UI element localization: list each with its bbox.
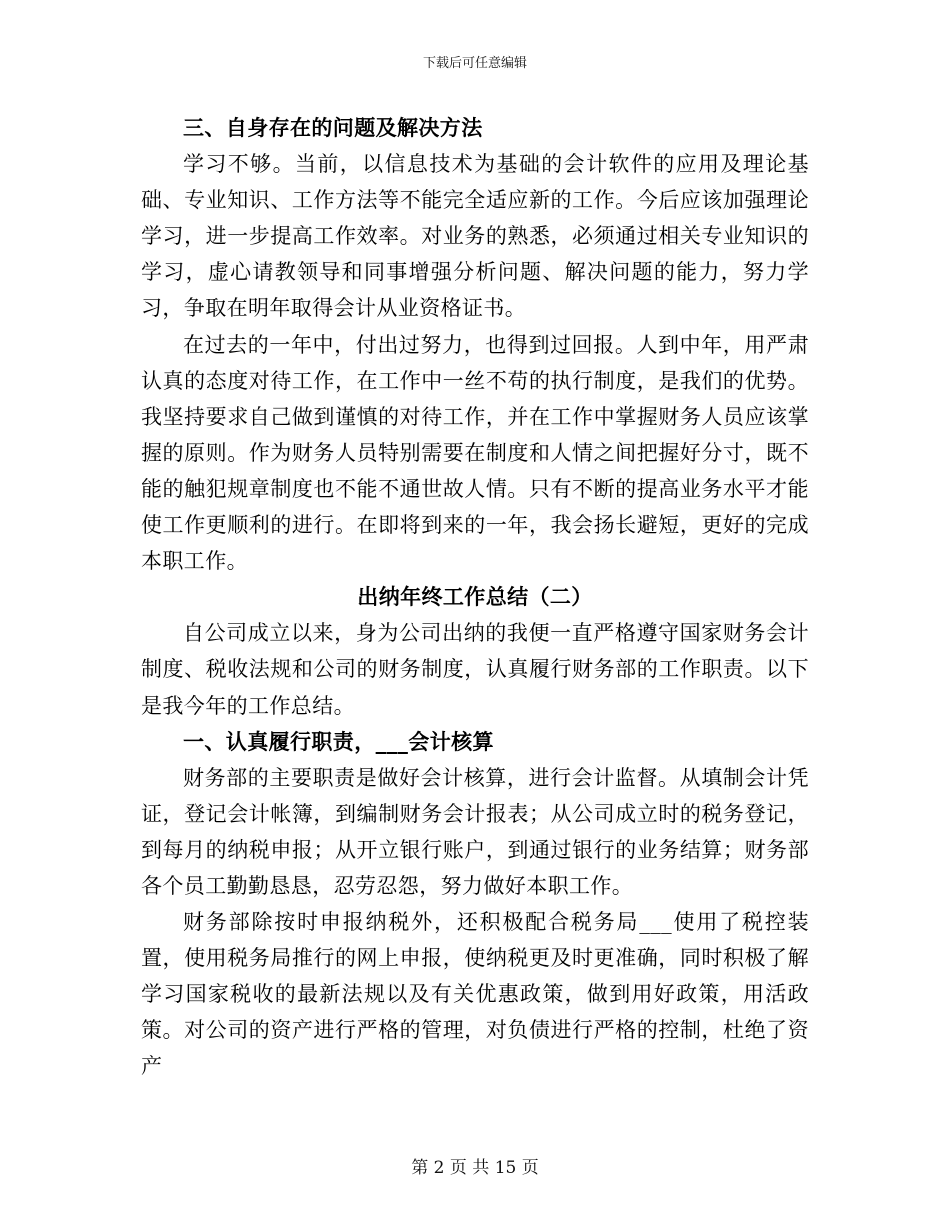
paragraph-tax: 财务部除按时申报纳税外，还积极配合税务局___使用了税控装置，使用税务局推行的网上申报，使纳税更及时更准确，同时积极了解学习国家税收的最新法规以及有关优惠政策，做到用好政策，用活政策。对公司的资产进行严格的管理，对负债进行严格的控制，杜绝了资产 xyxy=(141,910,809,1079)
section-heading-problems: 三、自身存在的问题及解决方法 xyxy=(183,115,483,140)
paragraph-study: 学习不够。当前，以信息技术为基础的会计软件的应用及理论基础、专业知识、工作方法等不能完全适应新的工作。今后应该加强理论学习，进一步提高工作效率。对业务的熟悉，必须通过相关专业知识的学习，虚心请教领导和同事增强分析问题、解决问题的能力，努力学习，争取在明年取得会计从业资格证书。 xyxy=(141,152,809,321)
paragraph-finance-duties: 财务部的主要职责是做好会计核算，进行会计监督。从填制会计凭证，登记会计帐簿，到编制财务会计报表；从公司成立时的税务登记，到每月的纳税申报；从开立银行账户，到通过银行的业务结算；财务部各个员工勤勤恳恳，忍劳忍怨，努力做好本职工作。 xyxy=(141,765,809,898)
page-header: 下载后可任意编辑 xyxy=(422,56,527,71)
document-body xyxy=(141,110,809,1085)
paragraph-past-year: 在过去的一年中，付出过努力，也得到过回报。人到中年，用严肃认真的态度对待工作，在工作中一丝不苟的执行制度，是我们的优势。我坚持要求自己做到谨慎的对待工作，并在工作中掌握财务人员应该掌握的原则。作为财务人员特别需要在制度和人情之间把握好分寸，既不能的触犯规章制度也不能不通世故人情。只有不断的提高业务水平才能使工作更顺利的进行。在即将到来的一年，我会扬长避短，更好的完成本职工作。 xyxy=(141,332,809,574)
section-heading-duties: 一、认真履行职责，___会计核算 xyxy=(183,728,494,754)
document-title: 出纳年终工作总结（二） xyxy=(357,584,593,610)
page-footer: 第 2 页 共 15 页 xyxy=(411,1158,539,1178)
paragraph-intro: 自公司成立以来，身为公司出纳的我便一直严格遵守国家财务会计制度、税收法规和公司的财务制度，认真履行财务部的工作职责。以下是我今年的工作总结。 xyxy=(141,621,809,718)
